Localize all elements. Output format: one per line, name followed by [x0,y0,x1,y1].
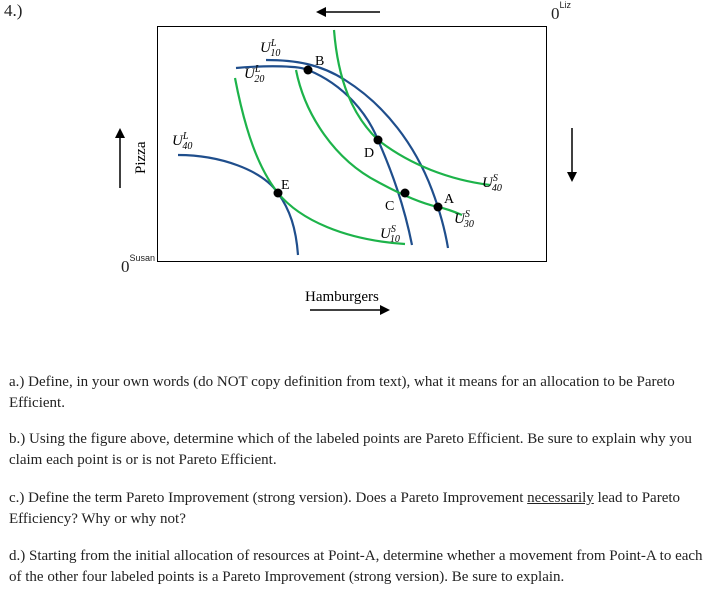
susan-origin-label: Susan [129,253,156,264]
point-a-label: A [444,192,455,207]
liz-origin-zero: 0 [551,4,560,23]
point-e-label: E [281,178,290,193]
label-us10: $U^S$ 10 [380,224,400,245]
question-c [9,488,714,530]
point-b-marker [304,66,313,75]
question-a: a.) Define, in your own words (do NOT copy definition from text), what it means for an allocation to be Pareto Efficient. [9,374,675,411]
label-ul40: $U^L$ 40 [172,131,193,152]
question-number: 4.) [4,1,23,20]
liz-curve-40 [178,155,298,255]
point-a-marker [434,203,443,212]
question-d: d.) Starting from the initial allocation of resources at Point-A, determine whether a movement from Point-A to each of the other four labeled points is a Pareto Improvement (strong version). Be sure to explain. [9,548,703,585]
question-c-text-2: lead to Pareto Efficiency? Why or why not? [9,490,681,527]
liz-curve-10 [266,60,448,248]
label-us30: $U^S$ 30 [454,209,474,230]
point-d-label: D [364,146,375,161]
susan-origin-zero: 0 [121,257,130,276]
point-c-label: C [385,199,395,214]
label-us40: $U^S$ 40 [482,173,502,194]
liz-curve-20 [236,66,412,245]
point-b-label: B [315,54,325,69]
label-ul10: $U^L$ 10 [260,38,281,59]
x-axis-label: Hamburgers [305,289,379,305]
liz-origin-label: Liz [559,0,572,11]
susan-curve-40 [235,78,405,244]
question-b: b.) Using the figure above, determine which of the labeled points are Pareto Efficient. Be sure to explain why you claim each point is or is not Pareto Efficient. [9,431,692,468]
question-c-underlined-word: necessarily [527,490,594,506]
question-c-text-1: c.) Define the term Pareto Improvement (strong version). Does a Pareto Improvement [9,490,528,506]
point-c-marker [401,189,410,198]
point-d-marker [374,136,383,145]
y-axis-label: Pizza [133,141,149,174]
label-ul20: $U^L$ 20 [244,64,265,85]
